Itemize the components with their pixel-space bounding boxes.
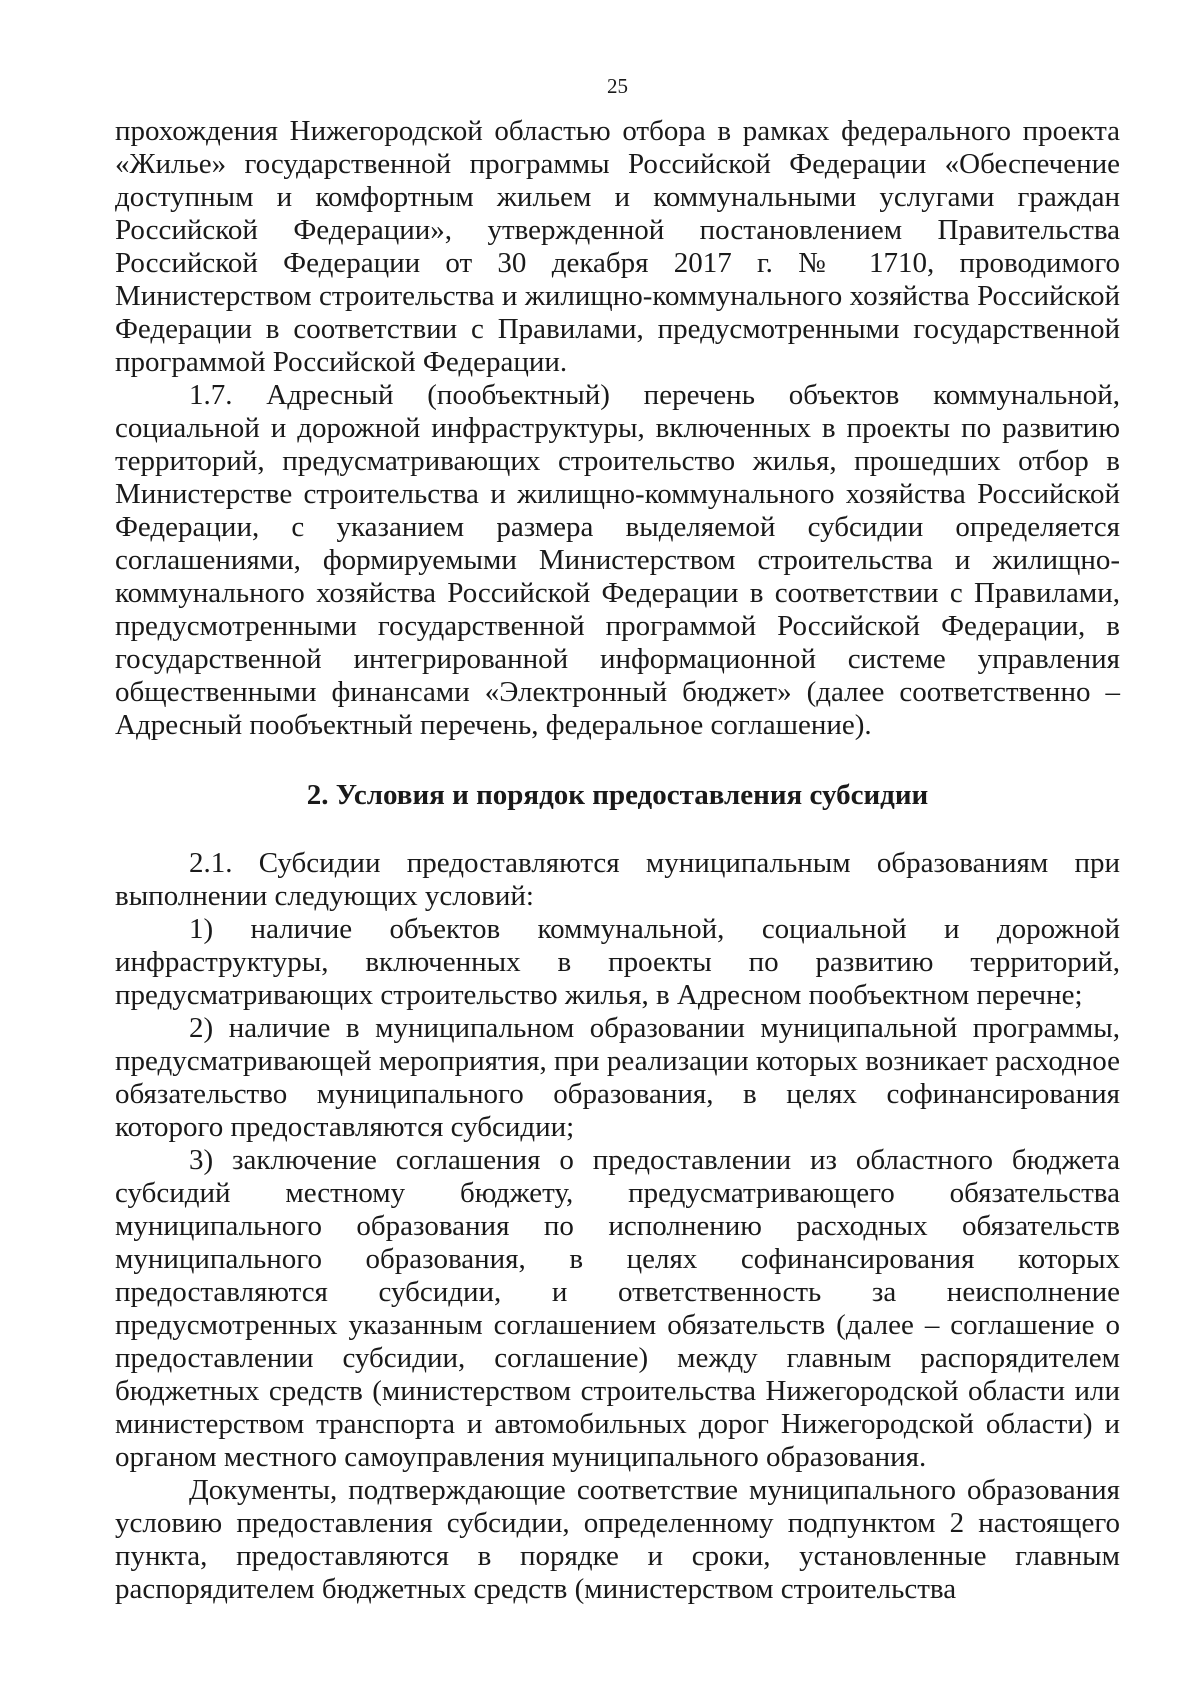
- paragraph-continuation: прохождения Нижегородской областью отбора в рамках федерального проекта «Жилье» государственной программы Российской Федерации «Обеспечение доступным и комфортным жильем и коммунальными услугами граждан Российской Федерации», утвержденной постановлением Правительства Российской Федерации от 30 декабря 2017 г. № 1710, проводимого Министерством строительства и жилищно-коммунального хозяйства Российской Федерации в соответствии с Правилами, предусмотренными государственной программой Российской Федерации.: [115, 115, 1120, 378]
- paragraph-condition-3: 3) заключение соглашения о предоставлении из областного бюджета субсидий местному бюджету, предусматривающего обязательства муниципального образования по исполнению расходных обязательств муниципального образования, в целях софинансирования которых предоставляются субсидии, и ответственность за неисполнение предусмотренных указанным соглашением обязательств (далее – соглашение о предоставлении субсидии, соглашение) между главным распорядителем бюджетных средств (министерством строительства Нижегородской области или министерством транспорта и автомобильных дорог Нижегородской области) и органом местного самоуправления муниципального образования.: [115, 1144, 1120, 1473]
- paragraph-condition-1: 1) наличие объектов коммунальной, социальной и дорожной инфраструктуры, включенных в проекты по развитию территорий, предусматривающих строительство жилья, в Адресном пообъектном перечне;: [115, 913, 1120, 1011]
- paragraph-1-7: 1.7. Адресный (пообъектный) перечень объектов коммунальной, социальной и дорожной инфраструктуры, включенных в проекты по развитию территорий, предусматривающих строительство жилья, прошедших отбор в Министерстве строительства и жилищно-коммунального хозяйства Российской Федерации, с указанием размера выделяемой субсидии определяется соглашениями, формируемыми Министерством строительства и жилищно-коммунального хозяйства Российской Федерации в соответствии с Правилами, предусмотренными государственной программой Российской Федерации, в государственной интегрированной информационной системе управления общественными финансами «Электронный бюджет» (далее соответственно – Адресный пообъектный перечень, федеральное соглашение).: [115, 379, 1120, 741]
- paragraph-documents: Документы, подтверждающие соответствие муниципального образования условию предоставления субсидии, определенному подпунктом 2 настоящего пункта, предоставляются в порядке и сроки, установленные главным распорядителем бюджетных средств (министерством строительства: [115, 1474, 1120, 1605]
- document-body: [115, 115, 1120, 1606]
- paragraph-2-1: 2.1. Субсидии предоставляются муниципальным образованиям при выполнении следующих условий:: [115, 847, 1120, 912]
- page-number: 25: [607, 74, 628, 98]
- paragraph-condition-2: 2) наличие в муниципальном образовании муниципальной программы, предусматривающей мероприятия, при реализации которых возникает расходное обязательство муниципального образования, в целях софинансирования которого предоставляются субсидии;: [115, 1012, 1120, 1143]
- section-heading: 2. Условия и порядок предоставления субсидии: [306, 779, 929, 811]
